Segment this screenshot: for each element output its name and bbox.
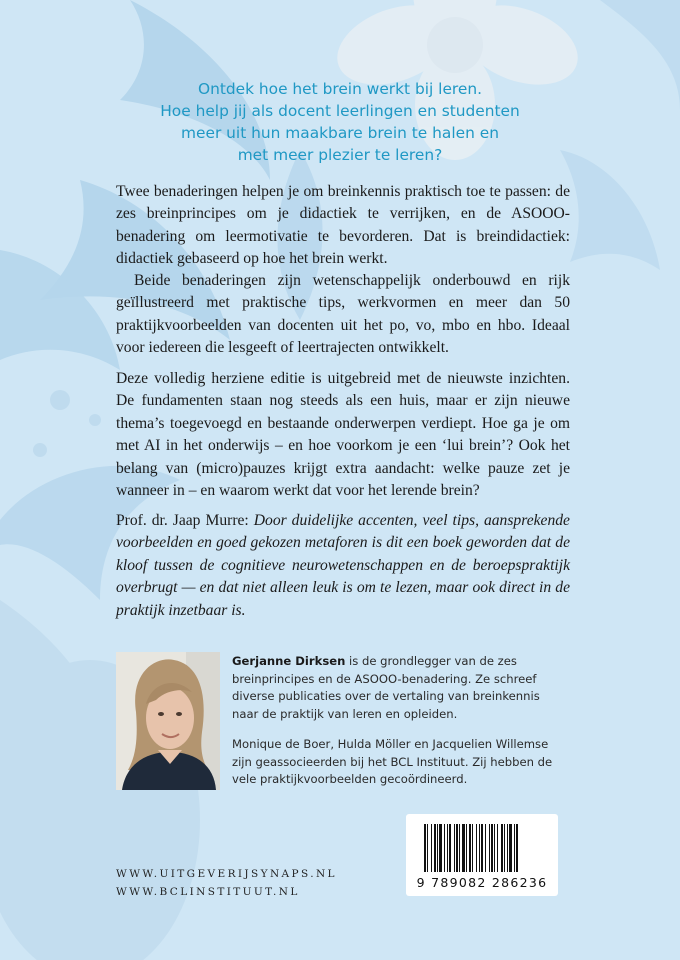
barcode-bar — [516, 824, 518, 872]
barcode-bar — [479, 824, 480, 872]
barcode-bar — [489, 824, 490, 872]
quote-author: Prof. dr. Jaap Murre: — [116, 512, 249, 529]
barcode-bar — [456, 824, 458, 872]
barcode-bar — [434, 824, 436, 872]
author-bio — [232, 653, 568, 724]
barcode-bar — [507, 824, 508, 872]
barcode-bar — [459, 824, 460, 872]
barcode-bar — [437, 824, 438, 872]
barcode-bar — [485, 824, 486, 872]
isbn-number: 9 789082 286236 — [416, 875, 548, 890]
author-bio-text: is de grondlegger van de zes breinprincipes en de ASOOO-benadering. Ze schreef diverse publicaties over de vertaling van breinkennis naar de praktijk van leren en opleiden. — [232, 654, 540, 722]
barcode-bar — [466, 824, 467, 872]
barcode-bar — [472, 824, 473, 872]
coauthors-bio: Monique de Boer, Hulda Möller en Jacquelien Willemse zijn geassocieerden bij het BCL Instituut. Zij hebben de vele praktijkvoorbeelden gecoördineerd. — [232, 737, 553, 787]
barcode-bar — [494, 824, 495, 872]
barcode-bar — [424, 824, 426, 872]
tagline-line: Ontdek hoe het brein werkt bij leren. — [197, 80, 483, 98]
paragraph-approaches: Twee benaderingen helpen je om breinkennis praktisch toe te passen: de zes breinprincipes om je didactiek te verrijken, en de ASOOO-benadering om leermotivatie te bevorderen. Dat is breindidactiek: didactiek gebaseerd op hoe het brein werkt. — [116, 183, 570, 268]
author-name: Gerjanne Dirksen — [232, 654, 346, 668]
barcode-bar — [481, 824, 483, 872]
barcode-bar — [497, 824, 498, 872]
barcode-bar — [427, 824, 428, 872]
tagline — [110, 78, 570, 166]
author-photo — [116, 652, 220, 790]
tagline-line: Hoe help jij als docent leerlingen en studenten — [160, 102, 520, 120]
quote-text: Door duidelijke accenten, veel tips, aansprekende voorbeelden en goed gekozen metaforen is dit een boek geworden dat de kloof tussen de cognitieve neurowetenschappen en de beroepspraktijk overbrugt — en dat niet alleen leuk is om te lezen, maar ook direct in de praktijk inzetbaar is. — [116, 512, 570, 619]
barcode-bar — [444, 824, 445, 872]
website-publisher[interactable]: WWW.UITGEVERIJSYNAPS.NL — [116, 868, 337, 880]
barcode-bar — [509, 824, 512, 872]
website-institute[interactable]: WWW.BCLINSTITUUT.NL — [116, 886, 300, 898]
tagline-line: met meer plezier te leren? — [237, 146, 443, 164]
barcode-bar — [431, 824, 432, 872]
quote-paragraph — [116, 510, 570, 622]
barcode-bar — [462, 824, 465, 872]
barcode-bar — [454, 824, 455, 872]
tagline-line: meer uit hun maakbare brein te halen en — [181, 124, 499, 142]
barcode-bars — [406, 814, 558, 874]
paragraph-science-based: Beide benaderingen zijn wetenschappelijk onderbouwd en rijk geïllustreerd met praktische tips, werkvormen en meer dan 50 praktijkvoorbeelden van docenten uit het po, vo, mbo en hbo. Ideaal voor iedereen die lesgeeft of leertrajecten ontwikkelt. — [116, 272, 570, 357]
paragraph-new-edition: Deze volledig herziene editie is uitgebreid met de nieuwste inzichten. De fundamenten staan nog steeds als een huis, maar er zijn nieuwe thema’s toegevoegd en bestaande onderwerpen verdiept. Hoe ga je om met AI in het onderwijs – en hoe voorkom je een ‘lui brein’? Ook het belang van (micro)pauzes krijgt extra aandacht: welke pauze zet je wanneer in – en waarom werkt dat voor het lerende brein? — [116, 370, 570, 500]
barcode-bar — [504, 824, 505, 872]
barcode-bar — [439, 824, 442, 872]
barcode-bar — [469, 824, 471, 872]
barcode-bar — [447, 824, 448, 872]
barcode-bar — [449, 824, 451, 872]
barcode-bar — [501, 824, 503, 872]
isbn-barcode — [406, 814, 558, 896]
barcode-bar — [491, 824, 493, 872]
barcode-bar — [476, 824, 477, 872]
barcode-bar — [514, 824, 515, 872]
